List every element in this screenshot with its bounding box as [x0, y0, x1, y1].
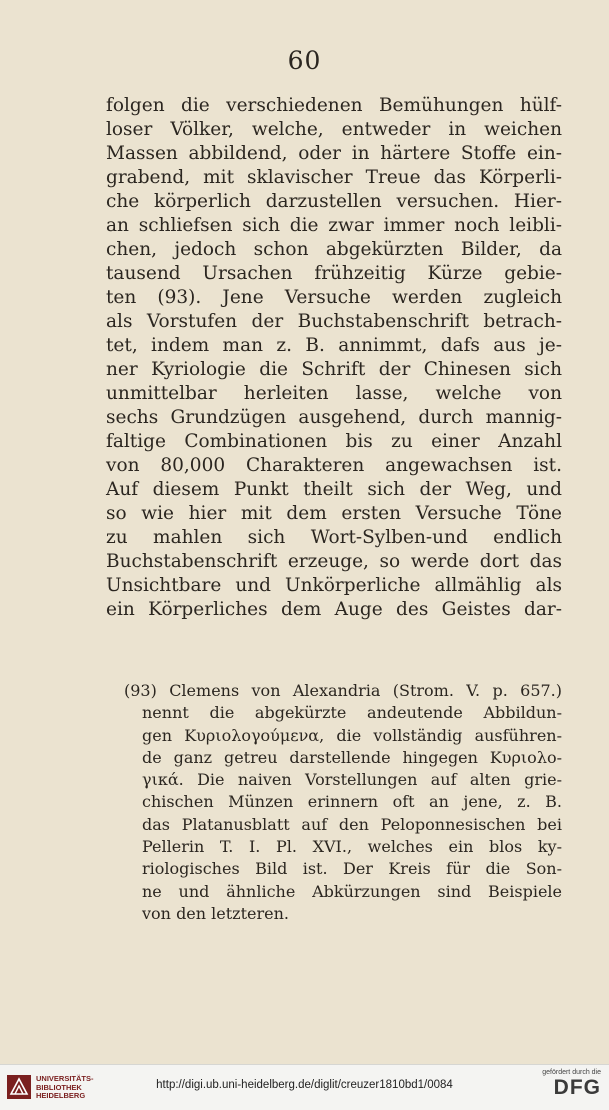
- footnote-line: nennt die abgekürzte andeutende Abbildun-: [142, 703, 562, 723]
- page-number: 60: [287, 46, 322, 75]
- footnote-line: gen Κυριολογούμενα, die vollständig ausführen-: [142, 725, 562, 745]
- text-line: loser Völker, welche, entweder in weichen: [106, 119, 562, 140]
- footnote-line: ne und ähnliche Abkürzungen sind Beispiele: [142, 881, 562, 901]
- text-line: Unsichtbare und Unkörperliche allmählig als: [106, 575, 562, 596]
- library-name-line: BIBLIOTHEK: [36, 1082, 82, 1092]
- footnote-line: riologisches Bild ist. Der Kreis für die Son-: [142, 859, 562, 879]
- footnote-line: γικά. Die naiven Vorstellungen auf alten grie-: [142, 770, 562, 790]
- text-line: ten (93). Jene Versuche werden zugleich: [106, 287, 562, 308]
- text-line: tausend Ursachen frühzeitig Kürze gebie-: [106, 263, 562, 284]
- text-line: an schliefsen sich die zwar immer noch leibli-: [106, 215, 562, 236]
- text-line: Auf diesem Punkt theilt sich der Weg, und: [106, 479, 562, 500]
- viewer-footer: [0, 1064, 609, 1110]
- footnote-line: chischen Münzen erinnern oft an jene, z. B.: [142, 792, 562, 812]
- footnote-line: Pellerin T. I. Pl. XVI., welches ein blos ky-: [142, 837, 562, 857]
- text-line: von 80,000 Charakteren angewachsen ist.: [106, 455, 562, 476]
- source-url-link[interactable]: http://digi.ub.uni-heidelberg.de/diglit/creuzer1810bd1/0084: [156, 1079, 453, 1091]
- text-line: unmittelbar herleiten lasse, welche von: [106, 383, 562, 404]
- footnote-line: das Platanusblatt auf den Peloponnesischen bei: [142, 814, 562, 834]
- footnote: [124, 680, 562, 925]
- text-line: so wie hier mit dem ersten Versuche Töne: [106, 503, 562, 524]
- funder-caption: gefördert durch die: [542, 1069, 601, 1076]
- text-line: faltige Combinationen bis zu einer Anzahl: [106, 431, 562, 452]
- text-line: zu mahlen sich Wort-Sylben-und endlich: [106, 527, 562, 548]
- text-line: Massen abbildend, oder in härtere Stoffe ein-: [106, 143, 562, 164]
- library-name-line: UNIVERSITÄTS-: [36, 1074, 94, 1083]
- footnote-line: von den letzteren.: [142, 903, 290, 923]
- dfg-logo: DFG: [553, 1076, 601, 1099]
- text-line: Buchstabenschrift erzeuge, so werde dort das: [106, 551, 562, 572]
- funder-credit: [542, 1069, 601, 1100]
- text-line: ner Kyriologie die Schrift der Chinesen sich: [106, 359, 562, 380]
- footnote-line: (93) Clemens von Alexandria (Strom. V. p. 657.): [124, 681, 562, 700]
- text-line: che körperlich darzustellen versuchen. Hier-: [106, 191, 562, 212]
- text-line: als Vorstufen der Buchstabenschrift betrach-: [106, 311, 562, 332]
- library-name-line: HEIDELBERG: [36, 1091, 86, 1100]
- body-text: [106, 94, 562, 622]
- text-line: folgen die verschiedenen Bemühungen hülf-: [106, 95, 562, 116]
- text-line: grabend, mit sklavischer Treue das Körperli-: [106, 167, 562, 188]
- footnote-line: de ganz getreu darstellende hingegen Κυριολο-: [142, 747, 562, 767]
- text-line: chen, jedoch schon abgekürzten Bilder, da: [106, 239, 562, 260]
- text-line: tet, indem man z. B. annimmt, dafs aus je-: [106, 335, 562, 356]
- text-line: sechs Grundzügen ausgehend, durch mannig-: [106, 407, 562, 428]
- text-line: ein Körperliches dem Auge des Geistes dar-: [106, 599, 562, 620]
